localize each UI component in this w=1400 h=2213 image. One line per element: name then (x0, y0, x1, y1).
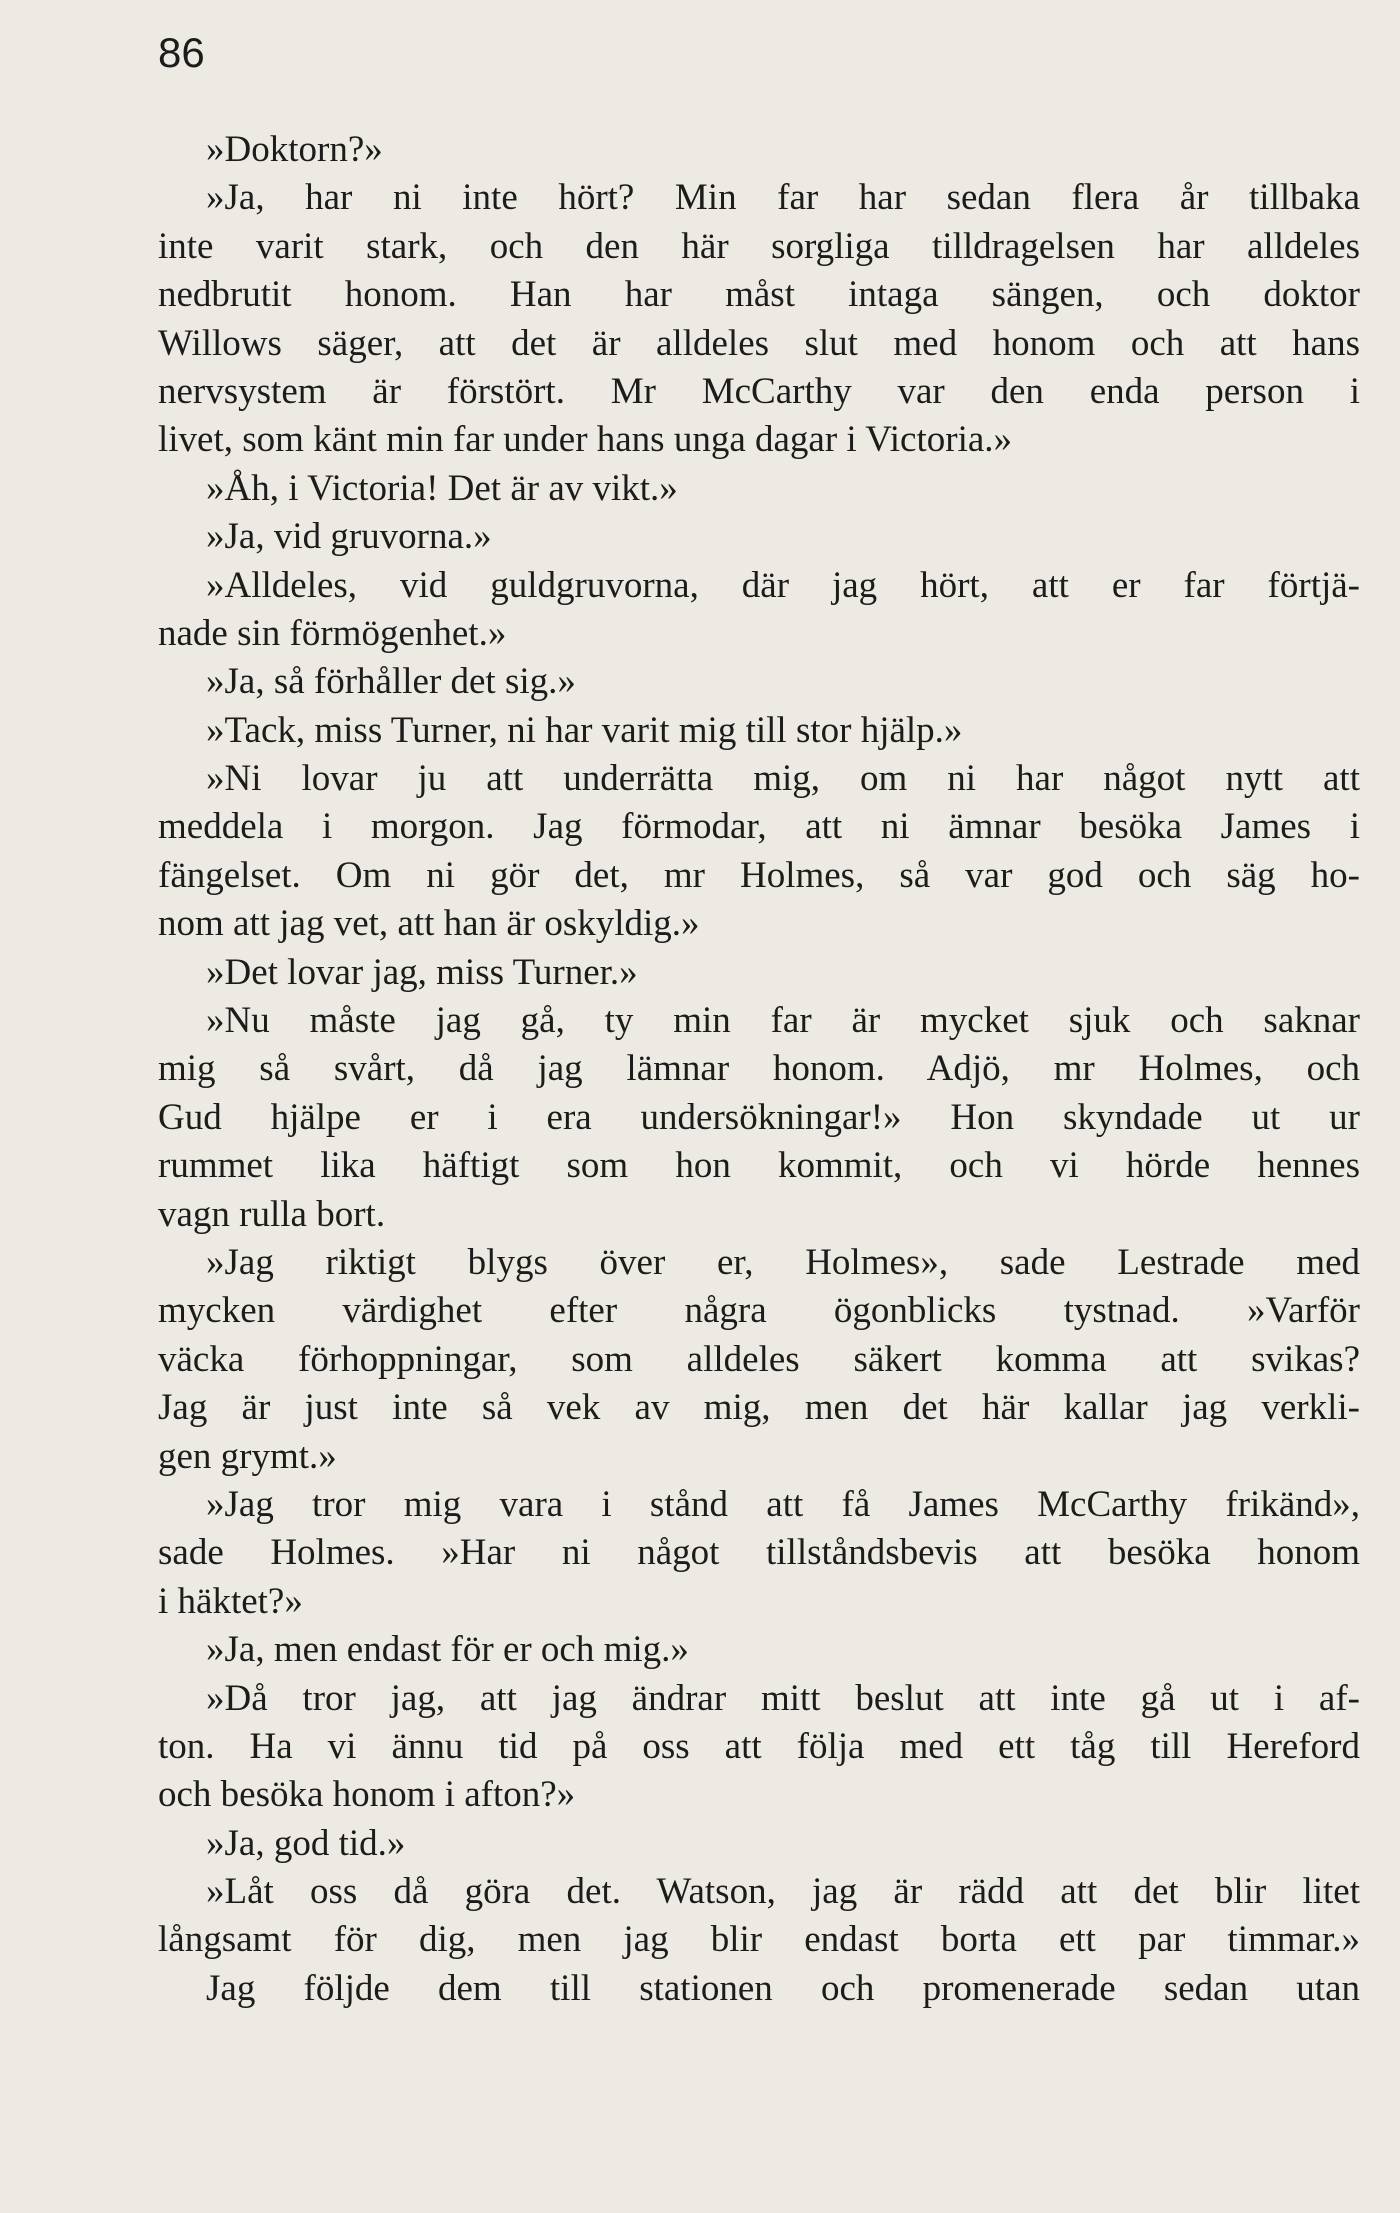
text-line: nom att jag vet, att han är oskyldig.» (158, 903, 700, 945)
text-line: »Ja, god tid.» (206, 1822, 406, 1864)
text-line: meddela i morgon. Jag förmodar, att ni ämnar besöka James i (158, 806, 1360, 848)
text-line: »Tack, miss Turner, ni har varit mig till stor hjälp.» (206, 709, 963, 751)
text-line: »Då tror jag, att jag ändrar mitt beslut att inte gå ut i af- (206, 1677, 1360, 1719)
text-line: inte varit stark, och den här sorgliga tilldragelsen har alldeles (158, 225, 1360, 267)
text-line: Gud hjälpe er i era undersökningar!» Hon skyndade ut ur (158, 1096, 1360, 1138)
page-number: 86 (158, 29, 205, 76)
text-line: »Ja, så förhåller det sig.» (206, 661, 576, 703)
text-line: ton. Ha vi ännu tid på oss att följa med ett tåg till Hereford (158, 1725, 1360, 1767)
text-line: »Ja, vid gruvorna.» (206, 516, 492, 558)
text-line: mycken värdighet efter några ögonblicks tystnad. »Varför (158, 1290, 1360, 1332)
text-line: Jag är just inte så vek av mig, men det här kallar jag verkli- (158, 1387, 1360, 1429)
body-text (158, 126, 1360, 2013)
text-line: livet, som känt min far under hans unga dagar i Victoria.» (158, 419, 1013, 461)
text-line: »Alldeles, vid guldgruvorna, där jag hört, att er far förtjä- (206, 564, 1360, 606)
text-line: »Ja, har ni inte hört? Min far har sedan flera år tillbaka (206, 177, 1360, 219)
text-line: »Ja, men endast för er och mig.» (206, 1629, 689, 1671)
text-line: »Jag tror mig vara i stånd att få James McCarthy frikänd», (206, 1483, 1360, 1525)
text-line: Jag följde dem till stationen och promenerade sedan utan (206, 1967, 1360, 2009)
text-line: långsamt för dig, men jag blir endast borta ett par timmar.» (158, 1919, 1360, 1961)
text-line: nervsystem är förstört. Mr McCarthy var den enda person i (158, 370, 1360, 412)
text-line: rummet lika häftigt som hon kommit, och vi hörde hennes (158, 1145, 1360, 1187)
text-line: sade Holmes. »Har ni något tillståndsbevis att besöka honom (158, 1532, 1360, 1574)
text-line: nedbrutit honom. Han har måst intaga sängen, och doktor (158, 274, 1360, 316)
text-line: i häktet?» (158, 1580, 303, 1622)
text-line: fängelset. Om ni gör det, mr Holmes, så var god och säg ho- (158, 854, 1360, 896)
text-line: nade sin förmögenhet.» (158, 612, 507, 654)
text-line: vagn rulla bort. (158, 1193, 386, 1235)
text-line: »Nu måste jag gå, ty min far är mycket sjuk och saknar (206, 1000, 1360, 1042)
text-line: »Det lovar jag, miss Turner.» (206, 951, 638, 993)
text-line: »Jag riktigt blygs över er, Holmes», sade Lestrade med (206, 1241, 1360, 1283)
text-line: »Låt oss då göra det. Watson, jag är rädd att det blir litet (206, 1871, 1360, 1913)
text-line: och besöka honom i afton?» (158, 1774, 576, 1816)
text-line: Willows säger, att det är alldeles slut med honom och att hans (158, 322, 1360, 364)
text-line: »Ni lovar ju att underrätta mig, om ni har något nytt att (206, 758, 1360, 800)
text-line: mig så svårt, då jag lämnar honom. Adjö, mr Holmes, och (158, 1048, 1360, 1090)
text-line: väcka förhoppningar, som alldeles säkert komma att svikas? (158, 1338, 1360, 1380)
text-line: gen grymt.» (158, 1435, 337, 1477)
text-line: »Doktorn?» (206, 129, 383, 170)
text-line: »Åh, i Victoria! Det är av vikt.» (206, 467, 678, 509)
